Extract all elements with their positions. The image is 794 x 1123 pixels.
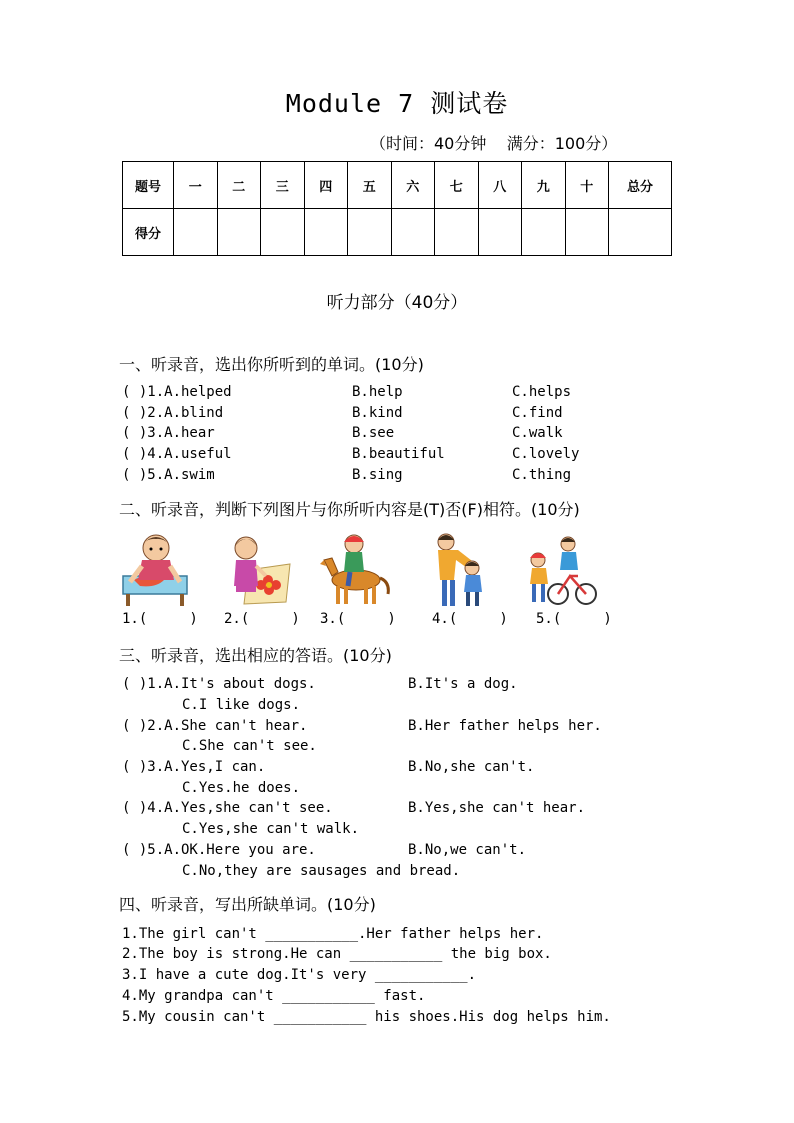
fill-in-sentence: 3.I have a cute dog.It's very ___________. (122, 967, 477, 983)
option-b: B.Yes,she can't hear. (408, 800, 586, 816)
score-entry-cell[interactable] (261, 209, 305, 256)
picture-answer-blank[interactable]: 3.( ) (320, 611, 396, 627)
option-a: ( )3.A.hear (122, 425, 215, 441)
option-a: ( )2.A.blind (122, 405, 224, 421)
option-b: B.No,she can't. (408, 759, 535, 775)
option-a: ( )4.A.useful (122, 446, 232, 462)
fill-in-sentence: 2.The boy is strong.He can ___________ the big box. (122, 946, 552, 962)
score-table-cell: 六 (391, 162, 435, 209)
option-c: C.No,they are sausages and bread. (182, 863, 461, 879)
picture-strip (118, 530, 598, 610)
option-a: ( )5.A.swim (122, 467, 215, 483)
fill-in-sentence: 1.The girl can't ___________.Her father helps her. (122, 926, 544, 942)
section-1-heading: 一、听录音，选出你所听到的单词。(10分) (119, 355, 424, 374)
score-entry-cell[interactable] (348, 209, 392, 256)
option-a: ( )5.A.OK.Here you are. (122, 842, 316, 858)
score-table-cell: 九 (522, 162, 566, 209)
option-b: B.No,we can't. (408, 842, 527, 858)
option-c: C.find (512, 405, 563, 421)
score-entry-cell[interactable] (391, 209, 435, 256)
score-entry-cell[interactable] (435, 209, 479, 256)
exam-time-and-score: （时间：40分钟 满分：100分） (370, 134, 618, 153)
option-a: ( )4.A.Yes,she can't see. (122, 800, 333, 816)
picture-answer-blank[interactable]: 5.( ) (536, 611, 612, 627)
option-b: B.help (352, 384, 403, 400)
score-table-score-row (123, 209, 672, 256)
score-row-label: 得分 (123, 209, 174, 256)
picture-answer-blank[interactable]: 2.( ) (224, 611, 300, 627)
option-a: ( )2.A.She can't hear. (122, 718, 308, 734)
option-b: B.sing (352, 467, 403, 483)
score-table-cell: 三 (261, 162, 305, 209)
score-table-cell: 总分 (609, 162, 672, 209)
score-entry-cell[interactable] (174, 209, 218, 256)
score-table-cell: 四 (304, 162, 348, 209)
option-c: C.Yes,she can't walk. (182, 821, 360, 837)
children-cycling-picture (518, 530, 598, 610)
score-table-cell: 题号 (123, 162, 174, 209)
section-2-heading: 二、听录音，判断下列图片与你所听内容是(T)否(F)相符。(10分) (119, 500, 580, 519)
option-b: B.kind (352, 405, 403, 421)
score-table-cell: 五 (348, 162, 392, 209)
option-a: ( )1.A.It's about dogs. (122, 676, 316, 692)
boy-drawing-picture (120, 530, 192, 610)
option-c: C.She can't see. (182, 738, 317, 754)
score-entry-cell[interactable] (217, 209, 261, 256)
option-b: B.see (352, 425, 395, 441)
option-c: C.lovely (512, 446, 580, 462)
picture-answer-blank[interactable]: 4.( ) (432, 611, 508, 627)
option-c: C.walk (512, 425, 563, 441)
section-3-heading: 三、听录音，选出相应的答语。(10分) (119, 646, 392, 665)
child-riding-horse-picture (318, 530, 394, 610)
listening-section-heading: 听力部分（40分） (326, 293, 468, 313)
option-c: C.I like dogs. (182, 697, 301, 713)
section-4-heading: 四、听录音，写出所缺单词。(10分) (119, 895, 376, 914)
option-a: ( )3.A.Yes,I can. (122, 759, 266, 775)
option-c: C.thing (512, 467, 572, 483)
score-table-cell: 二 (217, 162, 261, 209)
option-c: C.helps (512, 384, 572, 400)
score-entry-cell[interactable] (565, 209, 609, 256)
score-table-cell: 八 (478, 162, 522, 209)
score-table-cell: 十 (565, 162, 609, 209)
man-helping-child-picture (424, 530, 498, 610)
score-entry-cell[interactable] (522, 209, 566, 256)
fill-in-sentence: 4.My grandpa can't ___________ fast. (122, 988, 426, 1004)
option-b: B.It's a dog. (408, 676, 518, 692)
page-title: Module 7 测试卷 (285, 89, 509, 118)
option-b: B.beautiful (352, 446, 445, 462)
score-table-header-row (123, 162, 672, 209)
score-table-cell: 七 (435, 162, 479, 209)
score-entry-cell[interactable] (304, 209, 348, 256)
score-table-cell: 一 (174, 162, 218, 209)
score-entry-cell[interactable] (609, 209, 672, 256)
option-a: ( )1.A.helped (122, 384, 232, 400)
girl-painting-flower-picture (226, 530, 294, 610)
score-table (122, 161, 672, 256)
option-c: C.Yes.he does. (182, 780, 301, 796)
fill-in-sentence: 5.My cousin can't ___________ his shoes.His dog helps him. (122, 1009, 611, 1025)
option-b: B.Her father helps her. (408, 718, 602, 734)
score-entry-cell[interactable] (478, 209, 522, 256)
picture-answer-blank[interactable]: 1.( ) (122, 611, 198, 627)
